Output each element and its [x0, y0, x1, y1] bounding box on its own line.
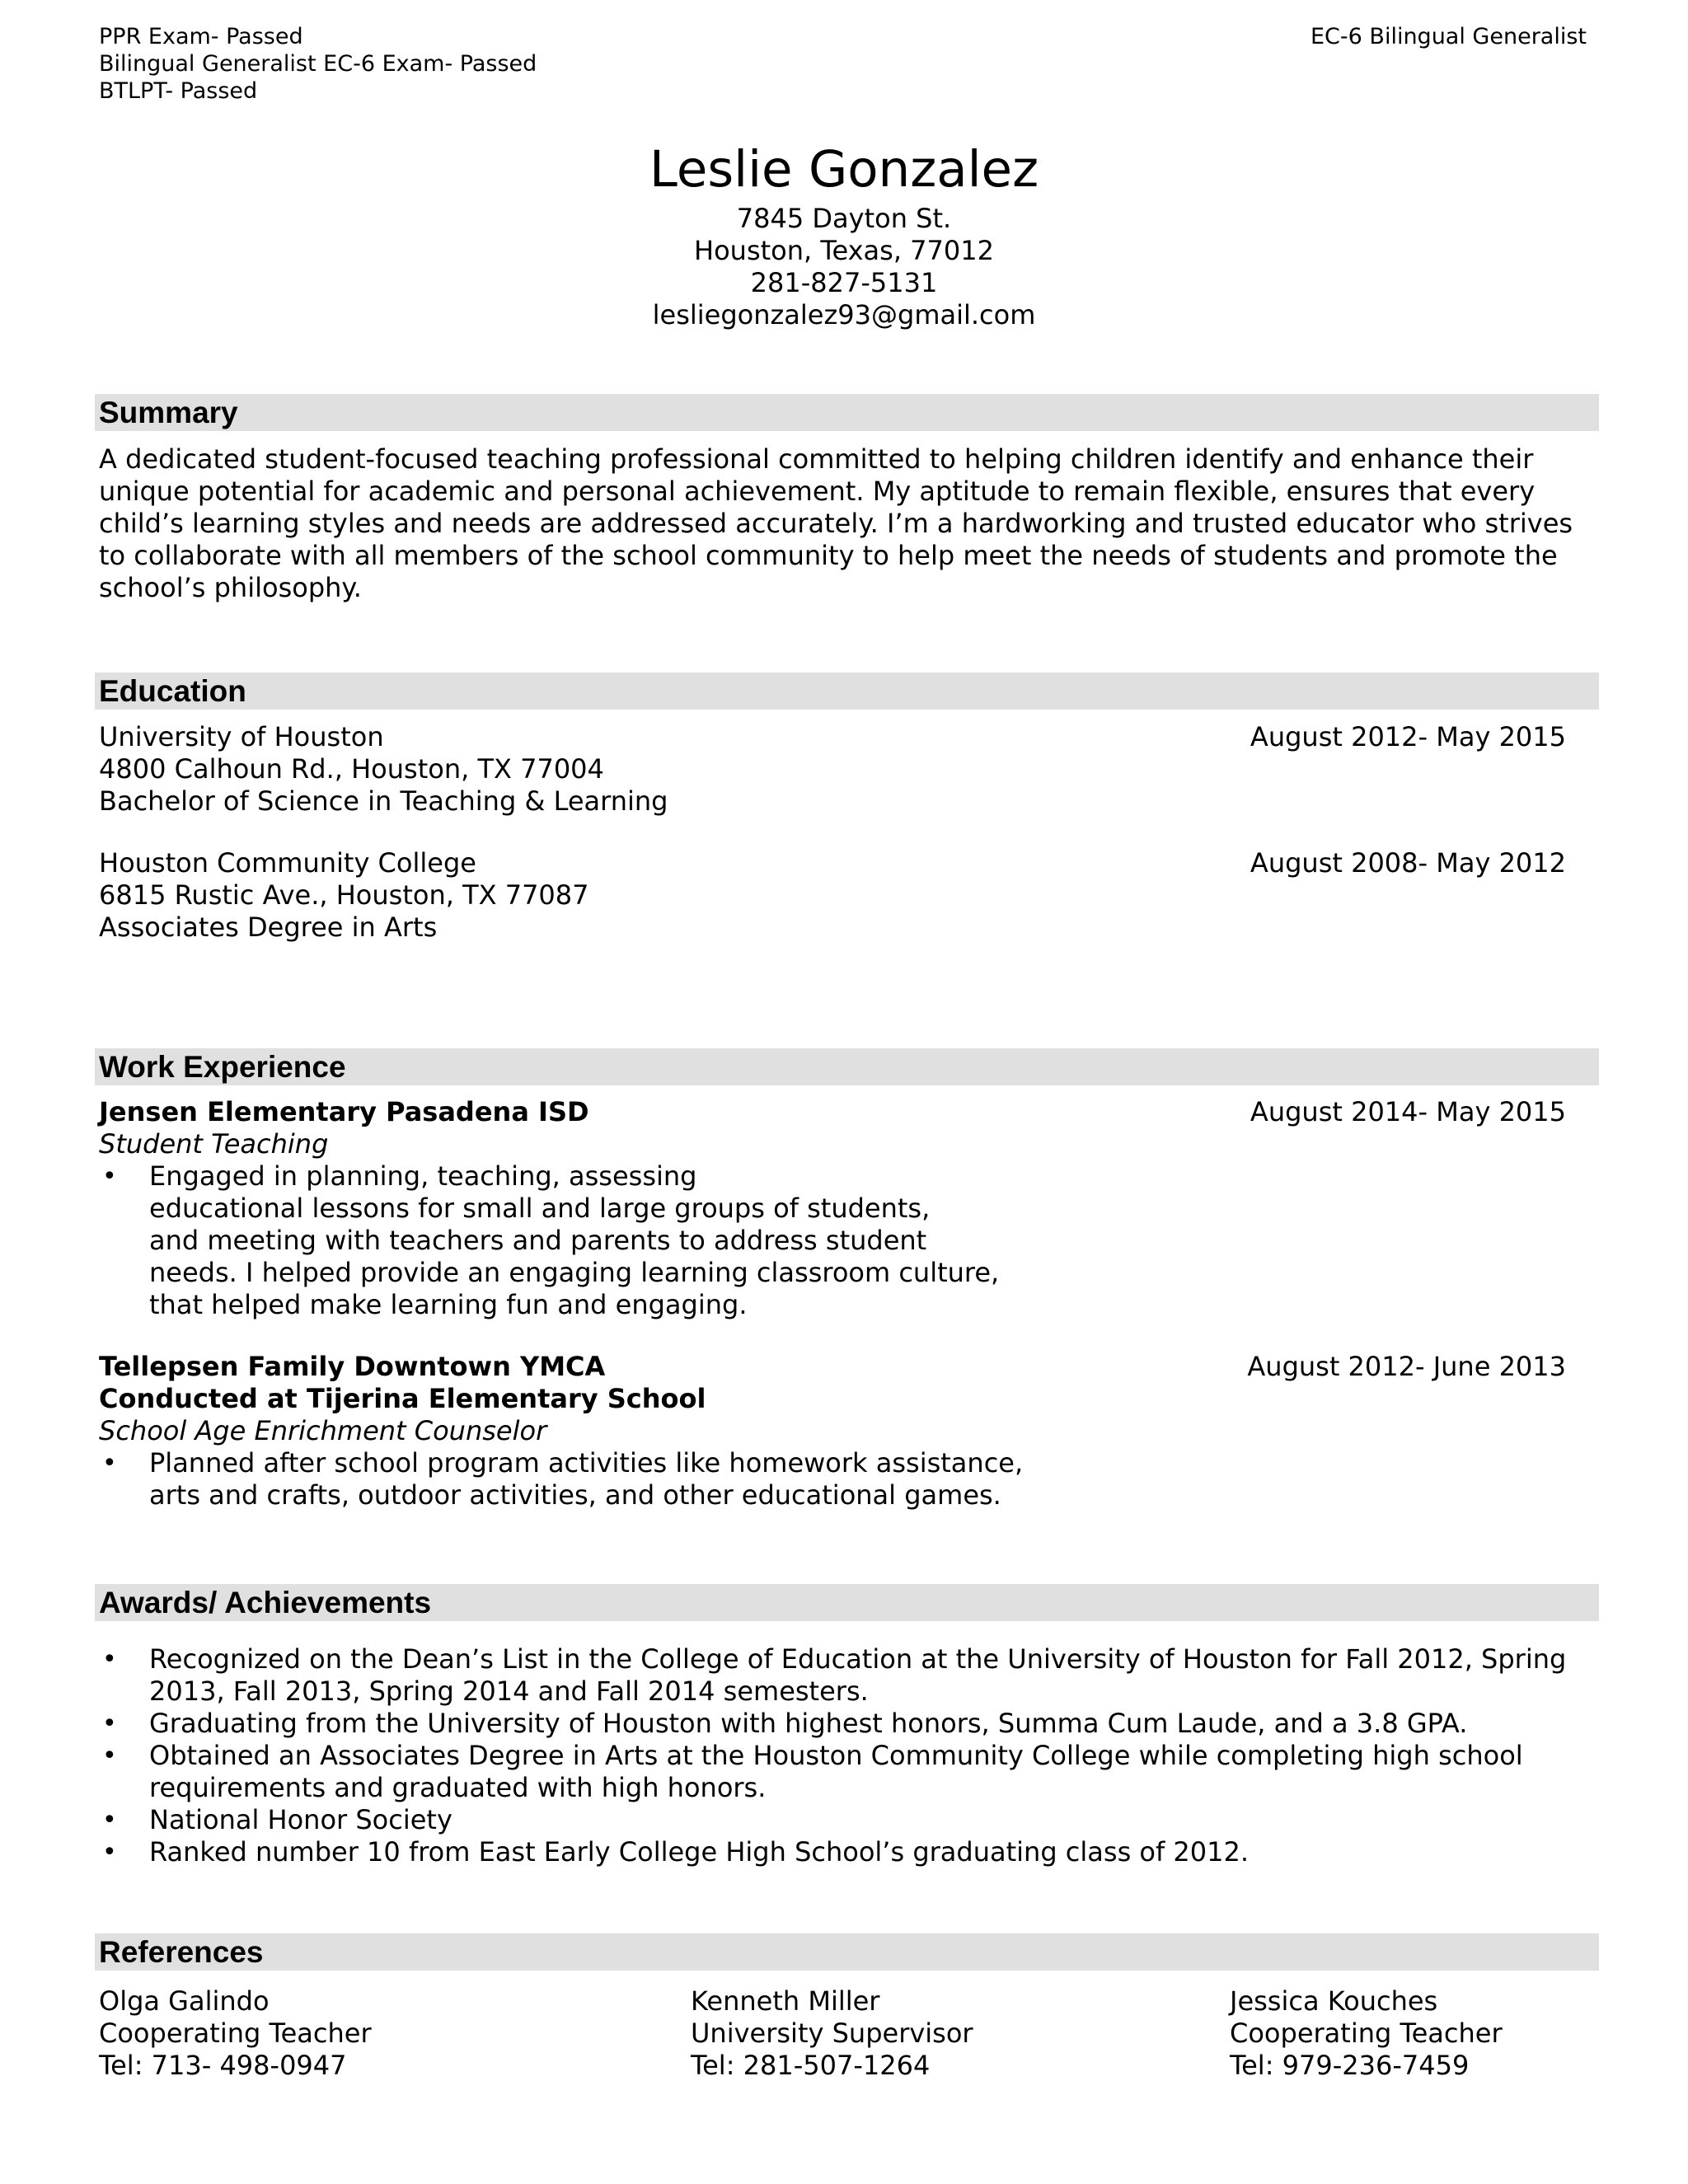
school-name: Houston Community College [99, 847, 476, 879]
education-heading: Education [95, 673, 1599, 710]
city-address: Houston, Texas, 77012 [694, 235, 994, 266]
bullet-icon: • [102, 1838, 117, 1867]
award-line: Obtained an Associates Degree in Arts at the Houston Community College while completing high school [149, 1740, 1523, 1771]
bullet-line: needs. I helped provide an engaging learning classroom culture, [149, 1257, 1000, 1288]
list-item [99, 1643, 1599, 1708]
certifications-block [99, 23, 537, 105]
person-name: Leslie Gonzalez [649, 140, 1039, 199]
reference-entry [99, 1985, 372, 2082]
bullet-icon: • [102, 1162, 117, 1191]
bullet-icon: • [102, 1806, 117, 1835]
employer-location: Conducted at Tijerina Elementary School [99, 1383, 706, 1414]
school-address: 4800 Calhoun Rd., Houston, TX 77004 [99, 753, 604, 785]
education-dates: August 2012- May 2015 [1250, 721, 1566, 752]
certification-line: BTLPT- Passed [99, 78, 258, 104]
school-name: University of Houston [99, 721, 384, 752]
reference-role: Cooperating Teacher [99, 2018, 372, 2049]
bullet-line: Planned after school program activities like homework assistance, [149, 1447, 1024, 1479]
degree: Bachelor of Science in Teaching & Learning [99, 785, 668, 817]
list-item [99, 1160, 1253, 1321]
employer-name: Tellepsen Family Downtown YMCA [99, 1351, 606, 1382]
award-line: Graduating from the University of Houston with highest honors, Summa Cum Laude, and a 3.8 GPA. [149, 1708, 1468, 1739]
employer-name: Jensen Elementary Pasadena ISD [99, 1096, 589, 1127]
award-line: 2013, Fall 2013, Spring 2014 and Fall 2014 semesters. [149, 1675, 869, 1707]
reference-phone: Tel: 713- 498-0947 [99, 2050, 347, 2081]
bullet-line: that helped make learning fun and engaging. [149, 1289, 748, 1320]
reference-role: University Supervisor [691, 2018, 973, 2049]
award-line: Ranked number 10 from East Early College High School’s graduating class of 2012. [149, 1836, 1250, 1868]
reference-phone: Tel: 979-236-7459 [1230, 2050, 1470, 2081]
job-dates: August 2014- May 2015 [1250, 1096, 1566, 1127]
phone-number: 281-827-5131 [750, 267, 938, 298]
list-item [99, 1740, 1599, 1804]
school-address: 6815 Rustic Ave., Houston, TX 77087 [99, 879, 589, 911]
job-dates: August 2012- June 2013 [1247, 1351, 1566, 1382]
job-bullets [99, 1160, 1253, 1321]
job-role: Student Teaching [99, 1128, 329, 1160]
list-item [99, 1836, 1599, 1868]
reference-name: Olga Galindo [99, 1985, 270, 2017]
degree: Associates Degree in Arts [99, 912, 438, 943]
award-line: requirements and graduated with high honors. [149, 1772, 767, 1803]
education-dates: August 2008- May 2012 [1250, 847, 1566, 879]
contact-block [0, 137, 1688, 331]
list-item [99, 1447, 1253, 1511]
bullet-line: and meeting with teachers and parents to address student [149, 1225, 927, 1256]
list-item [99, 1804, 1599, 1836]
bullet-icon: • [102, 1449, 117, 1478]
reference-role: Cooperating Teacher [1230, 2018, 1503, 2049]
award-line: National Honor Society [149, 1804, 452, 1835]
bullet-icon: • [102, 1709, 117, 1738]
email-address[interactable]: lesliegonzalez93@gmail.com [652, 299, 1036, 330]
job-bullets [99, 1447, 1253, 1511]
reference-phone: Tel: 281-507-1264 [691, 2050, 931, 2081]
reference-name: Kenneth Miller [691, 1985, 880, 2017]
bullet-icon: • [102, 1645, 117, 1674]
reference-entry [1230, 1985, 1503, 2082]
references-list [99, 1985, 1582, 2084]
job-role: School Age Enrichment Counselor [99, 1415, 547, 1446]
reference-name: Jessica Kouches [1230, 1985, 1438, 2017]
award-line: Recognized on the Dean’s List in the College of Education at the University of Houston for Fall 2012, Spring [149, 1643, 1567, 1675]
certification-title: EC-6 Bilingual Generalist [1311, 24, 1587, 49]
certification-line: Bilingual Generalist EC-6 Exam- Passed [99, 51, 537, 77]
bullet-icon: • [102, 1741, 117, 1770]
awards-list [99, 1643, 1599, 1868]
certification-line: PPR Exam- Passed [99, 24, 303, 49]
summary-heading: Summary [95, 394, 1599, 431]
awards-heading: Awards/ Achievements [95, 1584, 1599, 1621]
bullet-line: arts and crafts, outdoor activities, and other educational games. [149, 1479, 1001, 1511]
summary-text: A dedicated student-focused teaching professional committed to helping children identify and enhance their unique potential for academic and personal achievement. My aptitude to remain flexible, ensures that every child’s learning styles and needs are addressed accurately. I’m a hardworking and trusted educator who strives to collaborate with all members of the school community to help meet the needs of students and promote the school’s philosophy. [99, 443, 1573, 603]
bullet-line: Engaged in planning, teaching, assessing [149, 1160, 697, 1192]
street-address: 7845 Dayton St. [736, 203, 952, 234]
references-heading: References [95, 1933, 1599, 1971]
reference-entry [691, 1985, 973, 2082]
bullet-line: educational lessons for small and large groups of students, [149, 1193, 931, 1224]
work-heading: Work Experience [95, 1048, 1599, 1085]
list-item [99, 1708, 1599, 1740]
